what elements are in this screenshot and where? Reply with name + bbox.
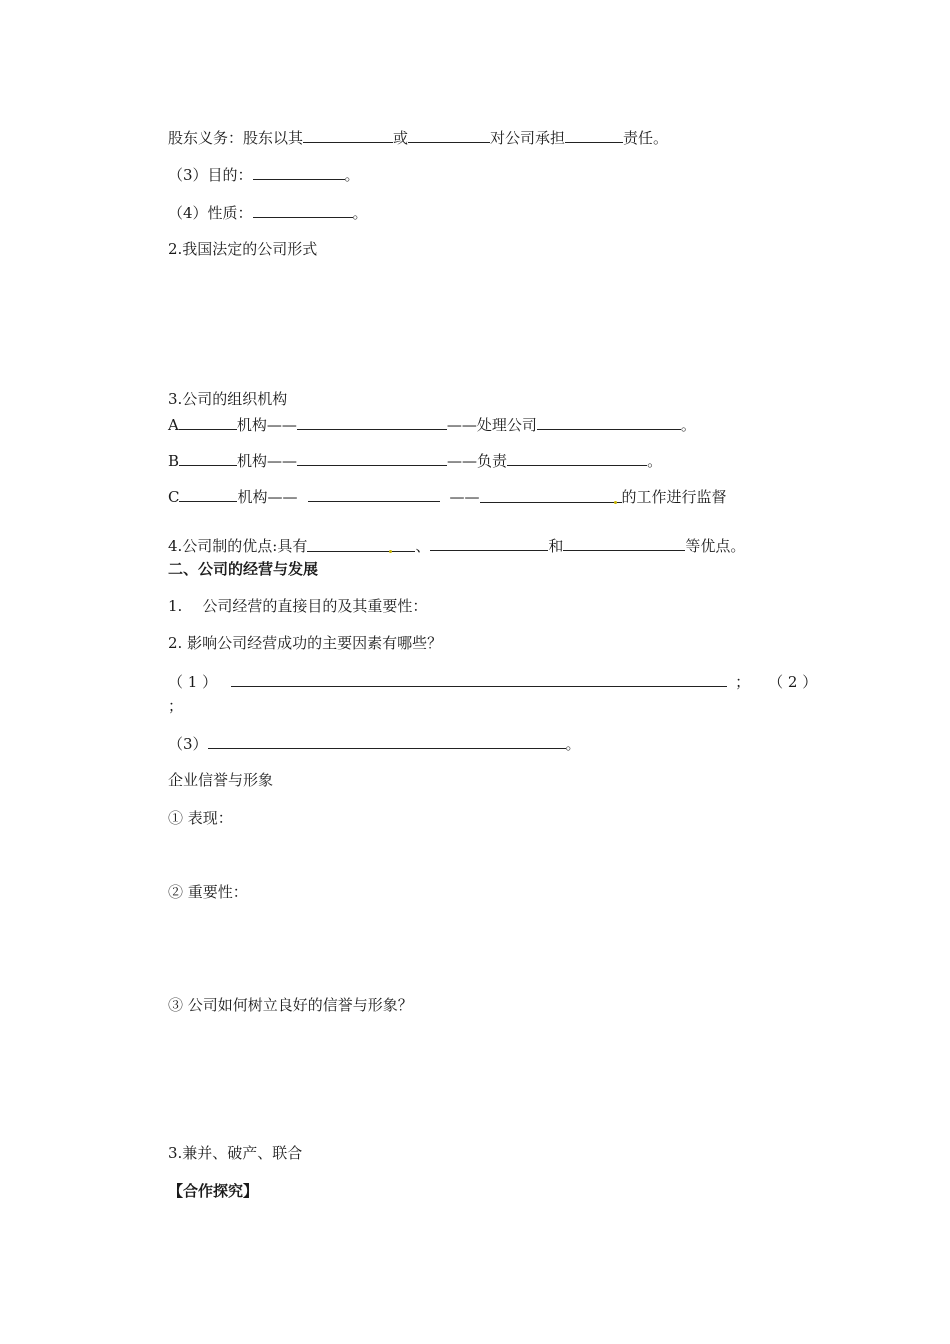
text: B bbox=[168, 452, 180, 470]
blank-field[interactable] bbox=[430, 535, 548, 551]
blank-field[interactable] bbox=[297, 414, 447, 430]
factors-line-cont bbox=[168, 696, 183, 716]
text: 股东义务：股东以其 bbox=[168, 129, 304, 147]
blank-field[interactable] bbox=[565, 127, 623, 143]
org-line-b bbox=[168, 450, 662, 471]
nature-line bbox=[168, 202, 368, 223]
text: 机构—— bbox=[237, 452, 298, 470]
item-line bbox=[168, 995, 413, 1015]
item-line bbox=[168, 808, 233, 828]
text: （ 2 ） bbox=[768, 673, 818, 691]
text: 公司经营的直接目的及其重要性： bbox=[202, 597, 428, 615]
blank-field[interactable] bbox=[537, 414, 681, 430]
text: —— bbox=[449, 488, 480, 506]
org-line-a bbox=[168, 414, 696, 435]
text: A bbox=[168, 416, 179, 434]
blank-field[interactable] bbox=[253, 164, 345, 180]
text: ； bbox=[735, 673, 751, 691]
text: 、 bbox=[415, 537, 431, 555]
text: 机构—— bbox=[236, 416, 297, 434]
factors-line bbox=[168, 671, 817, 692]
text: ——负责 bbox=[447, 452, 508, 470]
text: 4.公司制的优点:具有 bbox=[168, 537, 308, 555]
text: （3） bbox=[168, 735, 208, 753]
text: 2.我国法定的公司形式 bbox=[168, 240, 318, 258]
text: ③ 公司如何树立良好的信誉与形象？ bbox=[168, 996, 413, 1014]
blank-field[interactable] bbox=[408, 127, 490, 143]
text: 。 bbox=[344, 166, 360, 184]
blank-field[interactable] bbox=[507, 450, 647, 466]
text: 【合作探究】 bbox=[168, 1182, 259, 1200]
text: 和 bbox=[548, 537, 564, 555]
section-heading bbox=[168, 1143, 302, 1163]
text: 3.兼并、破产、联合 bbox=[168, 1144, 303, 1162]
text: 等优点。 bbox=[685, 537, 746, 555]
text: 机构—— bbox=[237, 488, 298, 506]
blank-field[interactable] bbox=[307, 536, 415, 552]
org-line-c bbox=[168, 486, 727, 507]
blank-field[interactable] bbox=[179, 450, 237, 466]
blank-field[interactable] bbox=[208, 733, 566, 749]
text: 责任。 bbox=[623, 129, 669, 147]
text: 营成功的主要因素有哪些？ bbox=[262, 634, 443, 652]
subheading bbox=[168, 770, 273, 790]
text: 二、公司的经营与发展 bbox=[168, 560, 319, 578]
text: （4）性质： bbox=[168, 204, 253, 222]
factors-line-3 bbox=[168, 733, 581, 754]
text: 2. 影响公司经 bbox=[168, 634, 263, 652]
text: ① 表现： bbox=[168, 809, 233, 827]
text: 企业信誉与形象 bbox=[168, 771, 274, 789]
blank-field[interactable] bbox=[179, 486, 237, 502]
text: 。 bbox=[647, 452, 663, 470]
question-line bbox=[168, 596, 427, 616]
section-heading bbox=[168, 389, 287, 409]
text: 3.公司的组织机构 bbox=[168, 390, 288, 408]
text: 。 bbox=[680, 416, 696, 434]
text: ； bbox=[168, 697, 184, 715]
text: 对公司承担 bbox=[490, 129, 566, 147]
text: C bbox=[168, 488, 180, 506]
blank-field[interactable] bbox=[563, 535, 685, 551]
blank-field[interactable] bbox=[253, 202, 353, 218]
blank-field[interactable] bbox=[231, 671, 727, 687]
section-heading bbox=[168, 559, 318, 579]
blank-field[interactable] bbox=[480, 487, 622, 503]
question-line bbox=[168, 633, 442, 653]
text: 1. bbox=[168, 597, 183, 615]
blank-field[interactable] bbox=[303, 127, 393, 143]
text: 或 bbox=[393, 129, 409, 147]
text: （3）目的： bbox=[168, 166, 253, 184]
section-heading bbox=[168, 1181, 258, 1201]
item-line bbox=[168, 882, 248, 902]
section-heading bbox=[168, 239, 317, 259]
purpose-line bbox=[168, 164, 360, 185]
advantages-line bbox=[168, 535, 745, 556]
text: 的工作进行监督 bbox=[621, 488, 727, 506]
text: （ 1 ） bbox=[168, 673, 218, 691]
blank-field[interactable] bbox=[179, 414, 237, 430]
text: ② 重要性： bbox=[168, 883, 248, 901]
text: 。 bbox=[352, 204, 368, 222]
shareholder-obligation-line bbox=[168, 127, 668, 148]
blank-field[interactable] bbox=[297, 450, 447, 466]
text: 。 bbox=[565, 735, 581, 753]
text: ——处理公司 bbox=[446, 416, 537, 434]
blank-field[interactable] bbox=[308, 486, 440, 502]
